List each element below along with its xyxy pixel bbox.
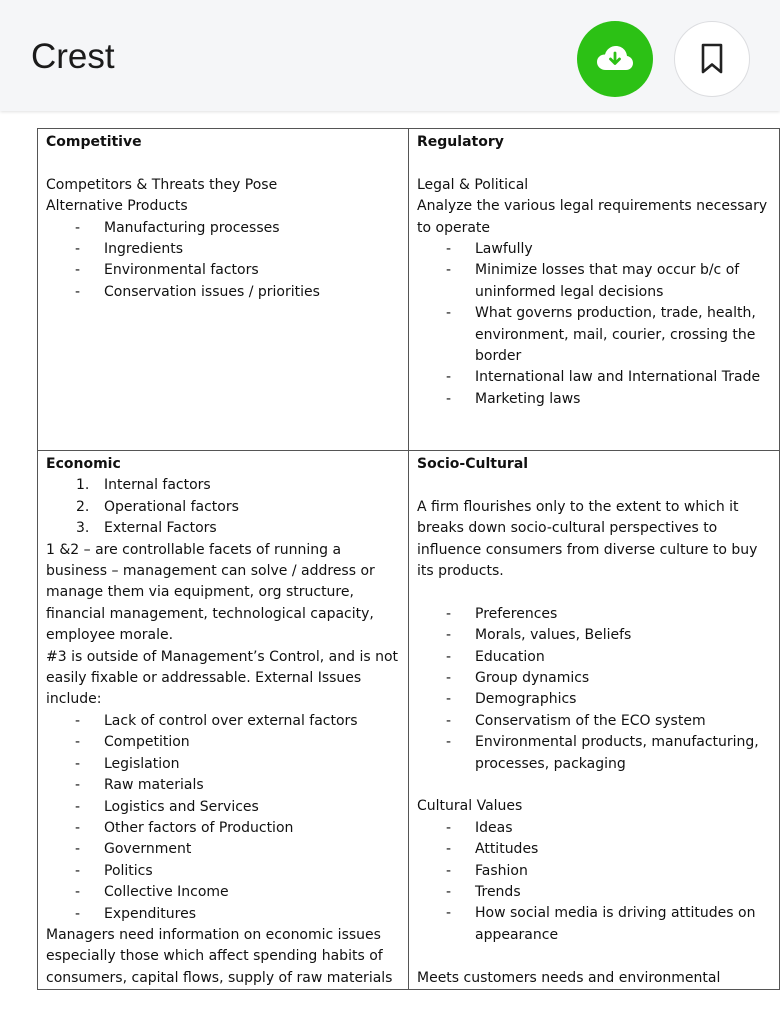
list-item: - Conservatism of the ECO system bbox=[417, 711, 771, 732]
list-item: - Expenditures bbox=[46, 904, 400, 925]
list-item: - Manufacturing processes bbox=[46, 218, 400, 239]
list-item: - Environmental factors bbox=[46, 260, 400, 281]
socio-cultural-cell bbox=[409, 451, 780, 990]
list-item: - Government bbox=[46, 839, 400, 860]
competitive-cell bbox=[38, 129, 409, 451]
competitive-heading: Competitive bbox=[46, 134, 142, 150]
table-row bbox=[38, 129, 780, 451]
socio-cultural-closing: Meets customers needs and environmental bbox=[417, 969, 721, 986]
regulatory-cell bbox=[409, 129, 780, 451]
list-item: - Raw materials bbox=[46, 775, 400, 796]
app-bar bbox=[0, 0, 780, 111]
socio-cultural-heading: Socio-Cultural bbox=[417, 456, 529, 472]
list-item: - Group dynamics bbox=[417, 668, 771, 689]
table-row bbox=[38, 451, 780, 990]
list-item: - International law and International Trade bbox=[417, 367, 771, 388]
list-item: - Demographics bbox=[417, 689, 771, 710]
list-item: - Trends bbox=[417, 882, 771, 903]
list-item: - Lack of control over external factors bbox=[46, 711, 400, 732]
list-item: - Environmental products, manufacturing, processes, packaging bbox=[417, 732, 771, 775]
spacer bbox=[417, 582, 771, 603]
list-item: 1. Internal factors bbox=[76, 477, 211, 494]
cultural-values-list bbox=[417, 818, 771, 946]
spacer bbox=[417, 775, 771, 796]
economic-cell bbox=[38, 451, 409, 990]
list-item: - Lawfully bbox=[417, 239, 771, 260]
list-item: - Conservation issues / priorities bbox=[46, 282, 400, 303]
list-item: - Fashion bbox=[417, 861, 771, 882]
list-item: 3. External Factors bbox=[76, 520, 217, 537]
economic-paragraph: #3 is outside of Management’s Control, and is not easily fixable or addressable. External Issues include: bbox=[46, 648, 399, 708]
list-item: - Minimize losses that may occur b/c of uninformed legal decisions bbox=[417, 260, 771, 303]
list-item: - Competition bbox=[46, 732, 400, 753]
list-item: - Education bbox=[417, 647, 771, 668]
app-title: Crest bbox=[31, 37, 115, 76]
socio-cultural-paragraph: A firm flourishes only to the extent to which it breaks down socio-cultural perspectives to influence consumers from diverse culture to buy its products. bbox=[417, 498, 758, 580]
list-item: - Ideas bbox=[417, 818, 771, 839]
economic-paragraph: 1 &2 – are controllable facets of running a business – management can solve / address or manage them via equipment, org structure, financial management, technological capacity, employee morale. bbox=[46, 541, 375, 644]
spacer bbox=[417, 946, 771, 967]
socio-cultural-list bbox=[417, 604, 771, 775]
list-item: 2. Operational factors bbox=[76, 498, 239, 515]
regulatory-heading: Regulatory bbox=[417, 134, 504, 150]
list-item: - Other factors of Production bbox=[46, 818, 400, 839]
list-item: - Marketing laws bbox=[417, 389, 771, 410]
competitive-list bbox=[46, 218, 400, 304]
list-item: - Legislation bbox=[46, 754, 400, 775]
list-item: - Attitudes bbox=[417, 839, 771, 860]
list-item: - What governs production, trade, health, environment, mail, courier, crossing the border bbox=[417, 303, 771, 367]
economic-list bbox=[46, 711, 400, 925]
bookmark-button[interactable] bbox=[674, 21, 750, 97]
list-item: - Morals, values, Beliefs bbox=[417, 625, 771, 646]
cloud-download-icon bbox=[595, 44, 635, 74]
list-item: - How social media is driving attitudes on appearance bbox=[417, 903, 771, 946]
regulatory-line: Analyze the various legal requirements necessary to operate bbox=[417, 198, 768, 236]
economic-heading: Economic bbox=[46, 456, 121, 472]
list-item: - Ingredients bbox=[46, 239, 400, 260]
bookmark-icon bbox=[700, 43, 724, 75]
list-item: - Preferences bbox=[417, 604, 771, 625]
list-item: - Politics bbox=[46, 861, 400, 882]
competitive-line: Competitors & Threats they Pose bbox=[46, 176, 278, 193]
economic-paragraph: Managers need information on economic issues especially those which affect spending habits of consumers, capital flows, supply of raw materials bbox=[46, 926, 393, 986]
cultural-values-heading: Cultural Values bbox=[417, 798, 523, 815]
document-table bbox=[37, 128, 780, 990]
download-button[interactable] bbox=[577, 21, 653, 97]
regulatory-list bbox=[417, 239, 771, 410]
competitive-line: Alternative Products bbox=[46, 198, 188, 215]
regulatory-line: Legal & Political bbox=[417, 176, 529, 193]
economic-numbered-list bbox=[46, 475, 400, 539]
list-item: - Logistics and Services bbox=[46, 797, 400, 818]
list-item: - Collective Income bbox=[46, 882, 400, 903]
